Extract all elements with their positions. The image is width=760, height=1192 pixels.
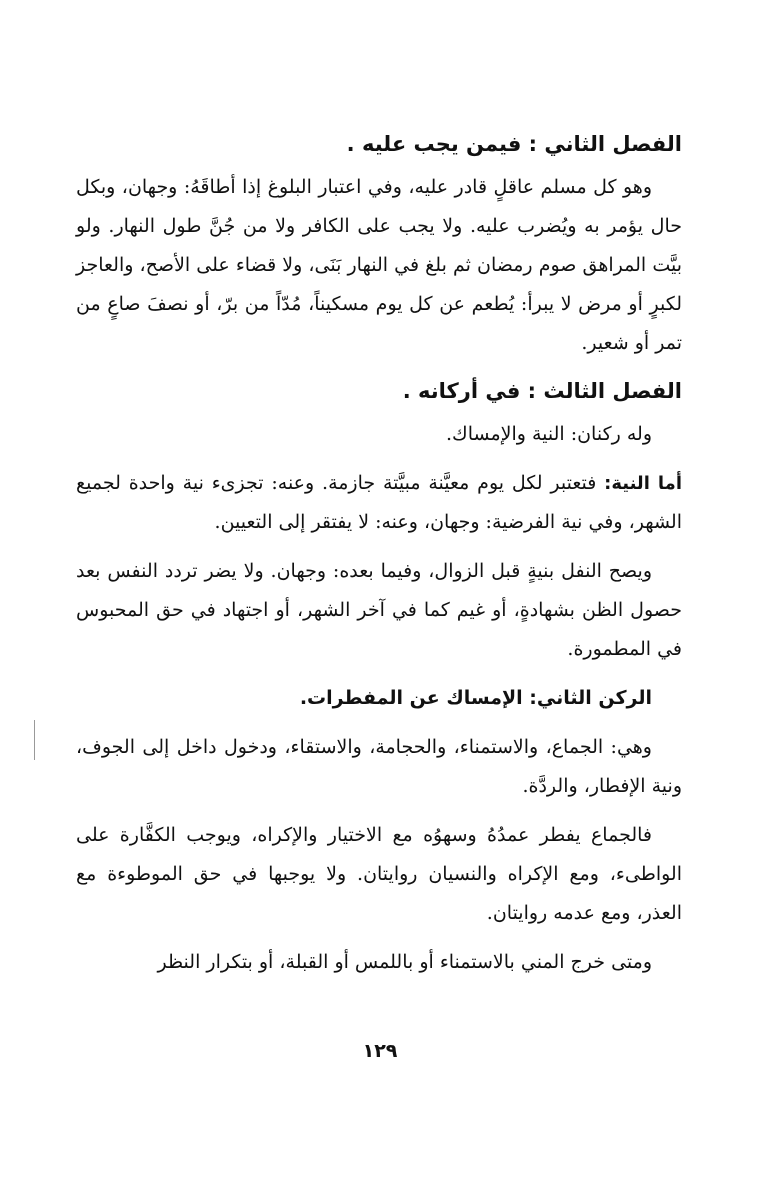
paragraph-fast-breakers: وهي: الجماع، والاستمناء، والحجامة، والاستقاء، ودخول داخل إلى الجوف، ونية الإفطار، والردَّة. xyxy=(76,736,682,797)
intention-text: فتعتبر لكل يوم معيَّنة مبيَّتة جازمة. وعنه: تجزىء نية واحدة لجميع الشهر، وفي نية الفرضية: وجهان، وعنه: لا يفتقر إلى التعيين. xyxy=(76,472,682,533)
margin-mark xyxy=(34,720,35,760)
second-pillar-title: الإمساك عن المفطرات. xyxy=(299,687,530,709)
book-page xyxy=(76,126,682,982)
second-pillar-lead: الركن الثاني: xyxy=(529,687,652,709)
chapter-heading-2: الفصل الثاني : فيمن يجب عليه . xyxy=(346,132,682,156)
paragraph-last-line: ومتى خرج المني بالاستمناء أو باللمس أو القبلة، أو بتكرار النظر xyxy=(157,951,652,973)
second-pillar-heading xyxy=(76,679,682,718)
intention-lead: أما النية: xyxy=(604,473,682,494)
page-number: ١٢٩ xyxy=(362,1040,398,1062)
paragraph-voluntary-fast: ويصح النفل بنيةٍ قبل الزوال، وفيما بعده: وجهان. ولا يضر تردد النفس بعد حصول الظن بشهادةٍ، أو غيم كما في آخر الشهر، أو اجتهاد في حق المحبوس في المطمورة. xyxy=(76,560,682,660)
paragraph-pillars-intro: وله ركنان: النية والإمساك. xyxy=(446,423,652,445)
chapter-heading-3: الفصل الثالث : في أركانه . xyxy=(402,379,682,403)
paragraph-intention xyxy=(76,464,682,542)
paragraph-who-must-fast: وهو كل مسلم عاقلٍ قادر عليه، وفي اعتبار البلوغ إذا أطاقَهُ: وجهان، وبكل حال يؤمر به ويُضرب عليه. ولا يجب على الكافر ولا من جُنَّ طول النهار. ولو بيَّت المراهق صوم رمضان ثم بلغ في النهار بَنَى، ولا قضاء على الأصح، والعاجز لكبرٍ أو مرض لا يبرأ: يُطعم عن كل يوم مسكيناً، مُدّاً من برّ، أو نصفَ صاعٍ من تمر أو شعير. xyxy=(76,176,682,354)
paragraph-intercourse: فالجماع يفطر عمدُهُ وسهوُه مع الاختيار والإكراه، ويوجب الكفَّارة على الواطىء، ومع الإكراه والنسيان روايتان. ولا يوجبها في حق الموطوءة مع العذر، ومع عدمه روايتان. xyxy=(76,824,682,924)
